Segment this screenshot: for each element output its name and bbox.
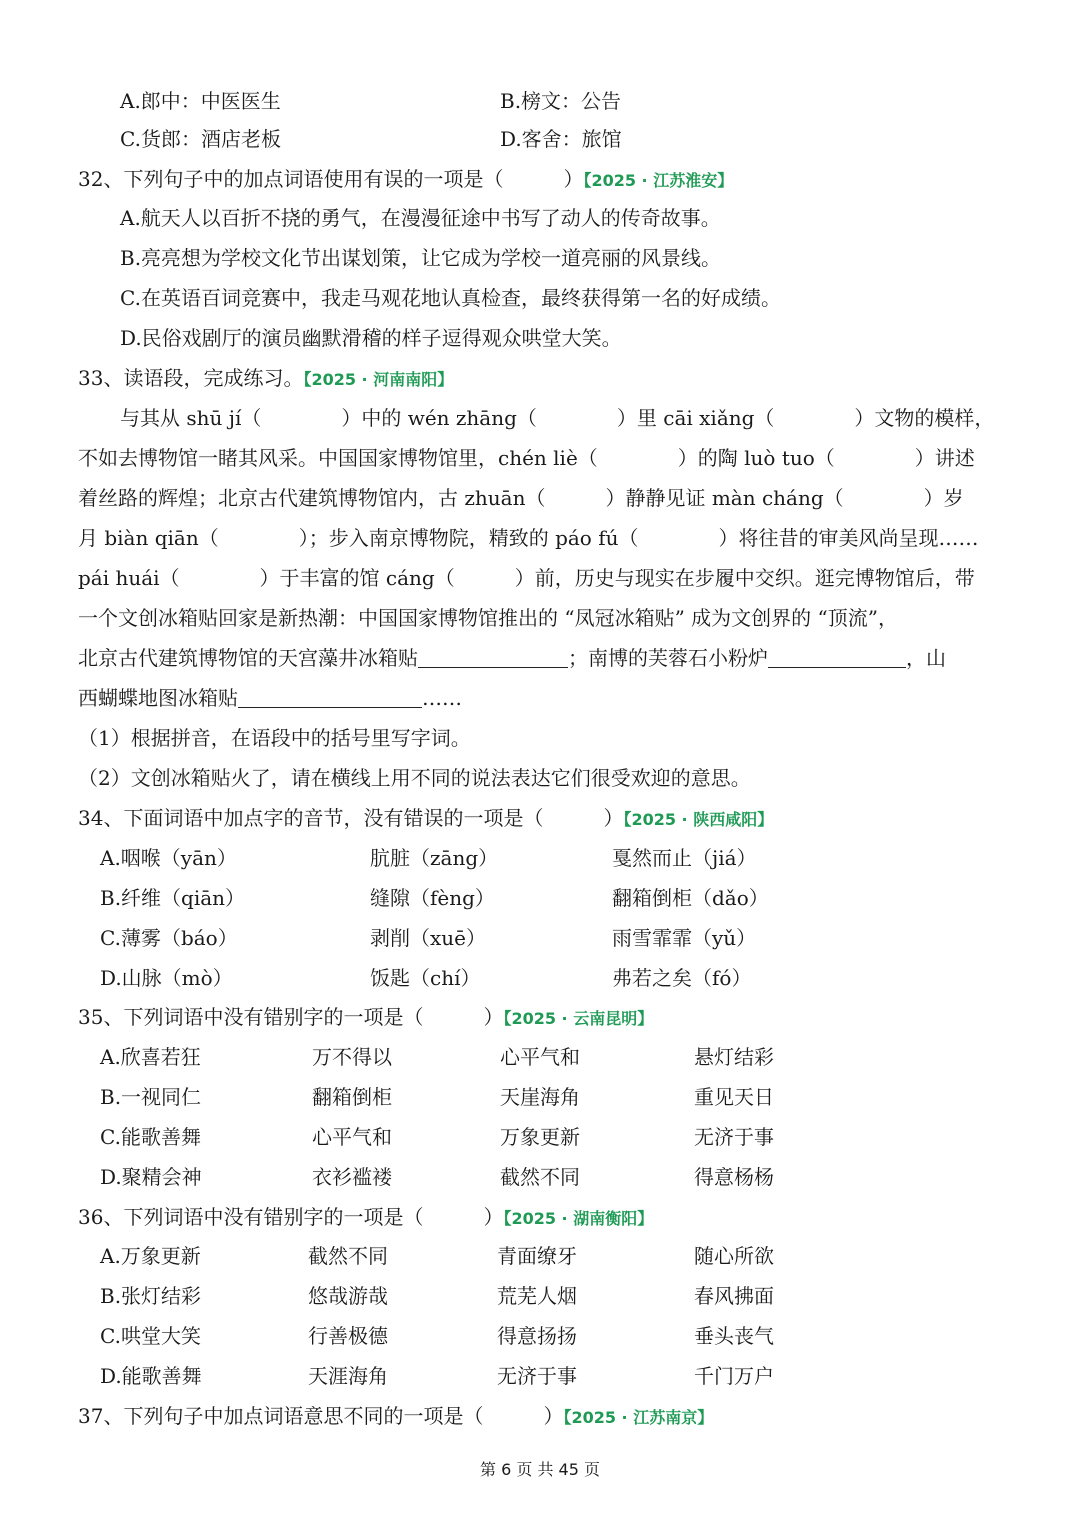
answer-blank[interactable] — [238, 687, 422, 708]
q36-cell: 千门万户 — [694, 1364, 774, 1388]
q35-cell: 截然不同 — [500, 1165, 580, 1189]
q36-cell: C.哄堂大笑 — [100, 1324, 201, 1348]
q34-cell: C.薄雾（báo） — [100, 926, 238, 950]
q35-cell: 得意杨杨 — [694, 1165, 774, 1189]
q31-option-b: B.榜文：公告 — [500, 89, 622, 113]
q34-cell: 翻箱倒柜（dǎo） — [612, 886, 769, 910]
q36-cell: 得意扬扬 — [497, 1324, 577, 1348]
q35-stem-line — [78, 1003, 653, 1033]
q34-cell: 缝隙（fèng） — [370, 886, 495, 910]
q34-stem-line — [78, 804, 773, 834]
q35-cell: 无济于事 — [694, 1125, 774, 1149]
q36-stem-line — [78, 1203, 653, 1233]
q35-cell: 天崖海角 — [500, 1085, 580, 1109]
q33-stem: 33、读语段，完成练习。 — [78, 366, 304, 390]
q35-cell: B.一视同仁 — [100, 1085, 202, 1109]
q34-cell: 饭匙（chí） — [370, 966, 481, 990]
q34-cell: 弗若之矣（fó） — [612, 966, 752, 990]
q36-cell: 无济于事 — [497, 1364, 577, 1388]
q36-cell: 垂头丧气 — [694, 1324, 774, 1348]
q36-cell: 荒芜人烟 — [497, 1284, 577, 1308]
q34-cell: B.纤维（qiān） — [100, 886, 246, 910]
q33-passage-line-7 — [78, 644, 946, 672]
q33-passage-line-5: pái huái（ ）于丰富的馆 cáng（ ）前，历史与现实在步履中交织。逛完博物馆后，带 — [78, 566, 975, 590]
q34-cell: 雨雪霏霏（yǔ） — [612, 926, 757, 950]
q35-cell: C.能歌善舞 — [100, 1125, 201, 1149]
answer-blank[interactable] — [418, 647, 568, 668]
q36-cell: 春风拂面 — [694, 1284, 774, 1308]
q35-cell: 悬灯结彩 — [694, 1045, 774, 1069]
q35-cell: 心平气和 — [312, 1125, 392, 1149]
q33-line8-text-b: …… — [422, 686, 462, 710]
q34-cell: D.山脉（mò） — [100, 966, 233, 990]
q36-cell: B.张灯结彩 — [100, 1284, 202, 1308]
q35-cell: A.欣喜若狂 — [100, 1045, 201, 1069]
q32-stem: 32、下列句子中的加点词语使用有误的一项是（ ） — [78, 167, 584, 191]
q33-passage-line-4: 月 biàn qiān（ ）；步入南京博物院，精致的 páo fú（ ）将往昔的审美风尚呈现…… — [78, 526, 979, 550]
q34-cell: 戛然而止（jiá） — [612, 846, 757, 870]
q33-passage-line-6: 一个文创冰箱贴回家是新热潮：中国国家博物馆推出的 “凤冠冰箱贴” 成为文创界的 “顶流”， — [78, 606, 898, 630]
q36-cell: 随心所欲 — [694, 1244, 774, 1268]
q36-cell: 青面缭牙 — [497, 1244, 577, 1268]
answer-blank[interactable] — [768, 647, 906, 668]
q31-option-c: C.货郎：酒店老板 — [120, 127, 281, 151]
q33-source-tag: 【2025 · 河南南阳】 — [303, 370, 454, 389]
q35-cell: 心平气和 — [500, 1045, 580, 1069]
q36-cell: 天涯海角 — [308, 1364, 388, 1388]
q37-stem-line — [78, 1402, 713, 1432]
q37-source-tag: 【2025 · 江苏南京】 — [563, 1408, 714, 1427]
q33-line8-text-a: 西蝴蝶地图冰箱贴 — [78, 686, 238, 710]
q36-cell: 悠哉游哉 — [308, 1284, 388, 1308]
q33-subquestion-1: （1）根据拼音，在语段中的括号里写字词。 — [78, 726, 471, 750]
q36-stem: 36、下列词语中没有错别字的一项是（ ） — [78, 1205, 504, 1229]
q32-option-a: A.航天人以百折不挠的勇气，在漫漫征途中书写了动人的传奇故事。 — [120, 206, 721, 230]
page-number: 第 6 页 共 45 页 — [480, 1460, 600, 1479]
q31-option-d: D.客舍：旅馆 — [500, 127, 622, 151]
q31-option-a: A.郎中：中医医生 — [120, 89, 281, 113]
q35-cell: 万象更新 — [500, 1125, 580, 1149]
q35-cell: 万不得以 — [312, 1045, 392, 1069]
q33-line7-text-b: ；南博的芙蓉石小粉炉 — [568, 646, 768, 670]
q33-line7-text-a: 北京古代建筑博物馆的天宫藻井冰箱贴 — [78, 646, 418, 670]
q35-cell: D.聚精会神 — [100, 1165, 202, 1189]
q34-stem: 34、下面词语中加点字的音节，没有错误的一项是（ ） — [78, 806, 624, 830]
q33-passage-line-1: 与其从 shū jí（ ）中的 wén zhāng（ ）里 cāi xiǎng（ ）文物的模样， — [100, 406, 995, 430]
q32-option-b: B.亮亮想为学校文化节出谋划策，让它成为学校一道亮丽的风景线。 — [120, 246, 722, 270]
q33-passage-line-8 — [78, 684, 462, 712]
q33-subquestion-2: （2）文创冰箱贴火了，请在横线上用不同的说法表达它们很受欢迎的意思。 — [78, 766, 751, 790]
q35-cell: 衣衫褴褛 — [312, 1165, 392, 1189]
q36-source-tag: 【2025 · 湖南衡阳】 — [503, 1209, 654, 1228]
q36-cell: A.万象更新 — [100, 1244, 201, 1268]
q37-stem: 37、下列句子中加点词语意思不同的一项是（ ） — [78, 1404, 564, 1428]
q35-stem: 35、下列词语中没有错别字的一项是（ ） — [78, 1005, 504, 1029]
q32-source-tag: 【2025 · 江苏淮安】 — [583, 171, 734, 190]
q36-cell: 截然不同 — [308, 1244, 388, 1268]
q34-cell: 肮脏（zāng） — [370, 846, 499, 870]
q36-cell: 行善极德 — [308, 1324, 388, 1348]
q32-option-d: D.民俗戏剧厅的演员幽默滑稽的样子逗得观众哄堂大笑。 — [120, 326, 622, 350]
q32-option-c: C.在英语百词竞赛中，我走马观花地认真检查，最终获得第一名的好成绩。 — [120, 286, 781, 310]
q33-passage-line-2: 不如去博物馆一睹其风采。中国国家博物馆里，chén liè（ ）的陶 luò tuo（ ）讲述 — [78, 446, 975, 470]
q34-cell: A.咽喉（yān） — [100, 846, 237, 870]
q35-cell: 重见天日 — [694, 1085, 774, 1109]
q34-cell: 剥削（xuē） — [370, 926, 486, 950]
q32-stem-line — [78, 165, 733, 195]
q33-line7-text-c: ，山 — [906, 646, 946, 670]
q35-source-tag: 【2025 · 云南昆明】 — [503, 1009, 654, 1028]
q35-cell: 翻箱倒柜 — [312, 1085, 392, 1109]
q34-source-tag: 【2025 · 陕西咸阳】 — [623, 810, 774, 829]
q33-stem-line — [78, 364, 453, 394]
q33-passage-line-3: 着丝路的辉煌；北京古代建筑博物馆内，古 zhuān（ ）静静见证 màn cháng（ ）岁 — [78, 486, 964, 510]
q36-cell: D.能歌善舞 — [100, 1364, 202, 1388]
